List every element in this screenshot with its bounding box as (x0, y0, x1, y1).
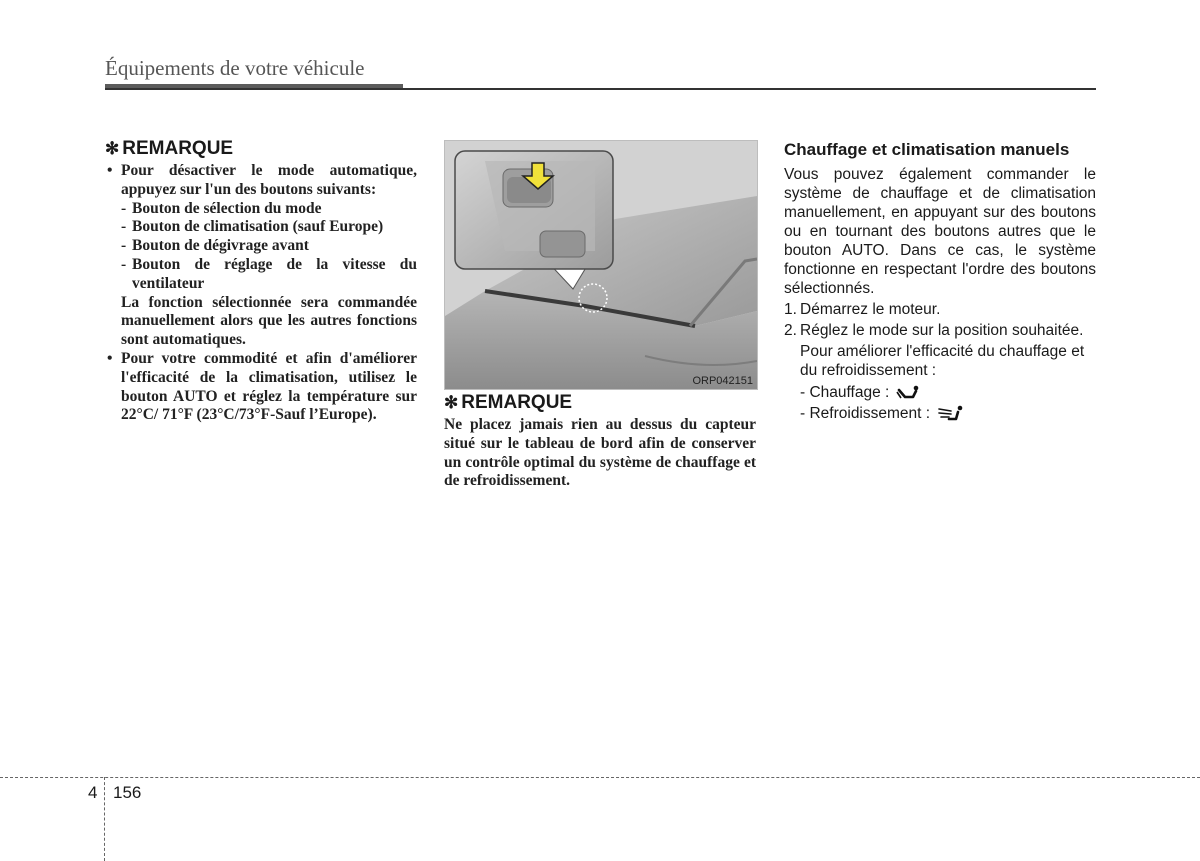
step-text: Réglez le mode sur la position souhaitée. (800, 322, 1084, 339)
remark-dash-item: - Bouton de sélection du mode (105, 200, 417, 219)
remark-text-2: Ne placez jamais rien au dessus du capteur situé sur le tableau de bord afin de conserver un contrôle optimal du système de chauffage et de refroidissement. (444, 416, 756, 490)
remark-title-2: REMARQUE (461, 392, 573, 413)
remark-dash-item: - Bouton de climatisation (sauf Europe) (105, 218, 417, 237)
manual-control-section (784, 140, 1096, 424)
cooling-line (784, 403, 1096, 424)
header-rule (105, 88, 1096, 90)
face-vent-icon (936, 405, 966, 423)
step-text: Démarrez le moteur. (800, 301, 941, 318)
remark-block-1 (105, 138, 417, 425)
section-heading: Chauffage et climatisation manuels (784, 140, 1070, 159)
footer-divider (104, 777, 105, 861)
remark-title-1: REMARQUE (122, 138, 234, 159)
cooling-label: - Refroidissement : (800, 405, 931, 422)
remark-bullet-1: • Pour désactiver le mode automatique, appuyez sur l'un des boutons suivants: (105, 162, 417, 200)
heating-line (784, 382, 1096, 403)
section-intro: Vous pouvez également commander le système de chauffage et de climatisation manuellement, en appuyant sur des boutons ou en tournant des boutons autres que le bouton AUTO. Dans ce cas, le système fonctionne en respectant l'ordre des boutons sélectionnés. (784, 166, 1096, 297)
remark-dash-item: - Bouton de réglage de la vitesse du ventilateur (105, 256, 417, 294)
remark-heading-2 (444, 392, 756, 414)
page-header-title: Équipements de votre véhicule (105, 56, 365, 80)
section-number: 4 (88, 783, 98, 802)
remark-dash-item: - Bouton de dégivrage avant (105, 237, 417, 256)
remark-bullet-2: • Pour votre commodité et afin d'améliorer l'efficacité de la climatisation, utilisez le bouton AUTO et réglez la température sur 22°C/ 71°F (23°C/73°F-Sauf l’Europe). (105, 350, 417, 425)
footer-rule (0, 777, 1200, 778)
remark-heading-1 (105, 138, 417, 160)
step-number: 2. (784, 322, 797, 339)
windshield-sensor-figure (444, 140, 758, 390)
page-number: 156 (113, 783, 142, 802)
asterisk-icon: ✻ (105, 139, 120, 158)
figure-code: ORP042151 (692, 375, 753, 387)
step-item (784, 300, 1096, 319)
step-number: 1. (784, 301, 797, 318)
floor-heat-icon (895, 385, 921, 401)
windshield-illustration (445, 141, 757, 389)
step-item (784, 321, 1096, 340)
asterisk-icon: ✻ (444, 393, 459, 412)
heating-label: - Chauffage : (800, 384, 890, 401)
remark-bullet-1-outro: La fonction sélectionnée sera commandée manuellement alors que les autres fonctions sont automatiques. (121, 293, 417, 349)
step-sub-text: Pour améliorer l'efficacité du chauffage et du refroidissement : (800, 343, 1085, 379)
remark-block-2 (444, 392, 756, 491)
